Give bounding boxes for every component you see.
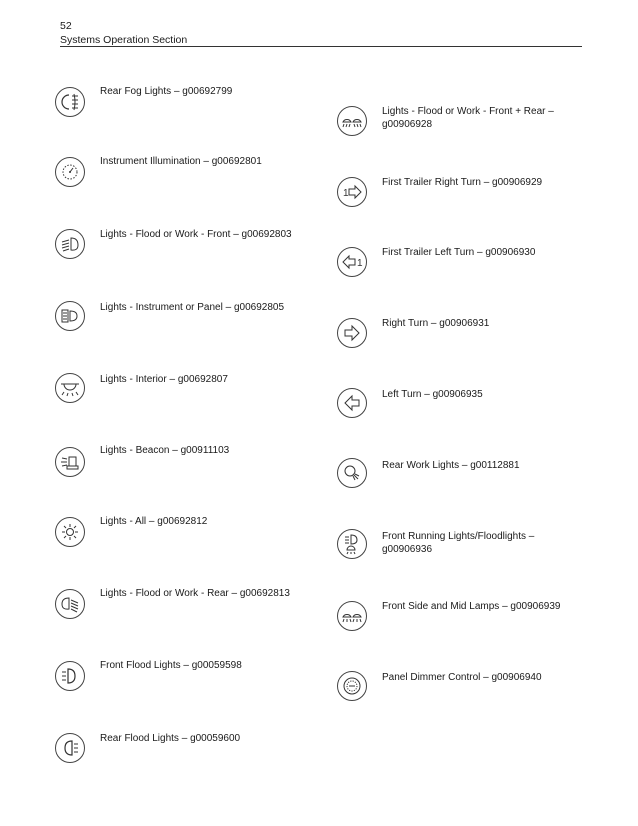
symbol-label: Lights - Interior – g00692807 <box>100 374 228 385</box>
instrument-panel-lights-icon <box>54 300 86 332</box>
symbol-label: Left Turn – g00906935 <box>382 389 483 400</box>
header-rule <box>60 46 582 47</box>
symbol-label: Front Flood Lights – g00059598 <box>100 660 242 671</box>
rear-work-lights-icon <box>336 457 368 489</box>
page-number: 52 <box>60 20 72 32</box>
svg-text:1: 1 <box>343 188 349 199</box>
right-turn-icon <box>336 317 368 349</box>
symbol-label: Lights - Flood or Work - Front + Rear – g00906928 <box>382 106 554 130</box>
first-trailer-right-turn-icon <box>336 176 368 208</box>
flood-work-front-icon <box>54 228 86 260</box>
symbol-label: First Trailer Right Turn – g00906929 <box>382 177 543 188</box>
panel-dimmer-control-icon <box>336 670 368 702</box>
instrument-illumination-icon <box>54 156 86 188</box>
symbol-label: Rear Fog Lights – g00692799 <box>100 86 233 97</box>
symbol-label: Instrument Illumination – g00692801 <box>100 156 262 167</box>
symbol-label: Right Turn – g00906931 <box>382 318 490 329</box>
front-flood-lights-icon <box>54 660 86 692</box>
all-lights-icon <box>54 516 86 548</box>
symbol-label: First Trailer Left Turn – g00906930 <box>382 247 536 258</box>
symbol-label: Front Side and Mid Lamps – g00906939 <box>382 601 561 612</box>
flood-work-front-rear-icon <box>336 105 368 137</box>
symbol-label: Rear Flood Lights – g00059600 <box>100 733 241 744</box>
section-title: Systems Operation Section <box>60 34 188 46</box>
front-running-floodlights-icon <box>336 528 368 560</box>
first-trailer-left-turn-icon <box>336 246 368 278</box>
rear-fog-lights-icon <box>54 86 86 118</box>
svg-text:1: 1 <box>357 258 363 269</box>
symbol-label: Lights - All – g00692812 <box>100 516 208 527</box>
symbol-label: Front Running Lights/Floodlights – g00906936 <box>382 531 535 555</box>
beacon-lights-icon <box>54 446 86 478</box>
front-side-mid-lamps-icon <box>336 600 368 632</box>
rear-flood-lights-icon <box>54 732 86 764</box>
symbol-label: Rear Work Lights – g00112881 <box>382 460 520 471</box>
symbol-label: Lights - Flood or Work - Front – g00692803 <box>100 229 292 240</box>
symbol-label: Lights - Instrument or Panel – g00692805 <box>100 302 285 313</box>
interior-lights-icon <box>54 372 86 404</box>
page-header <box>60 19 187 47</box>
left-turn-icon <box>336 387 368 419</box>
flood-work-rear-icon <box>54 588 86 620</box>
symbol-label: Panel Dimmer Control – g00906940 <box>382 672 542 683</box>
symbol-label: Lights - Flood or Work - Rear – g00692813 <box>100 588 290 599</box>
symbol-label: Lights - Beacon – g00911103 <box>100 445 230 456</box>
